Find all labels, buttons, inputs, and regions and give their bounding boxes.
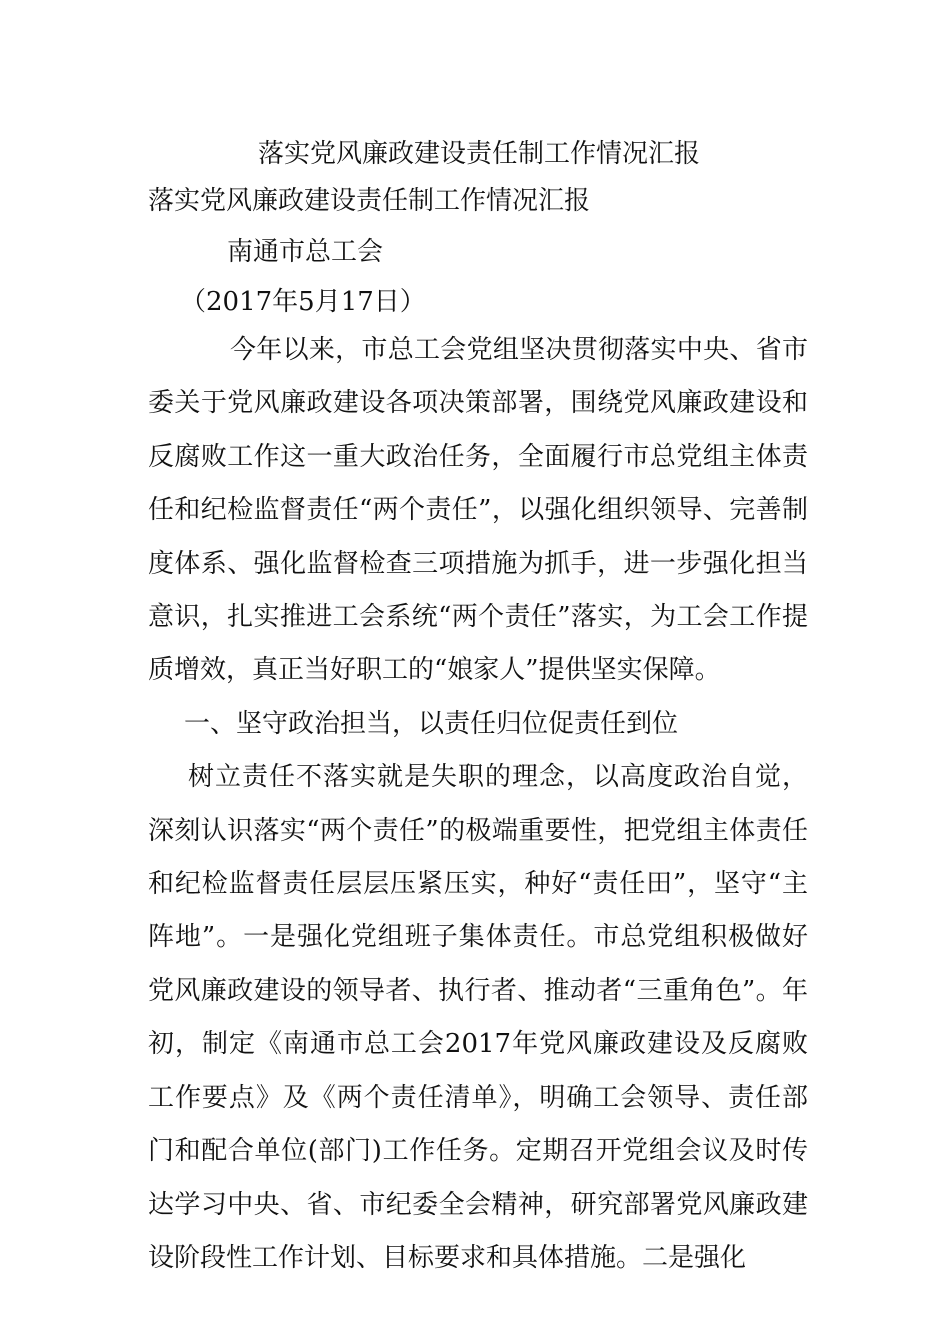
document-body <box>148 324 808 1285</box>
document-author: 南通市总工会 <box>227 237 384 267</box>
section-heading: 一、坚守政治担当，以责任归位促责任到位 <box>184 708 679 739</box>
document-date: （2017年5月17日） <box>180 287 426 317</box>
section-paragraph: 树立责任不落实就是失职的理念，以高度政治自觉，深刻认识落实“两个责任”的极端重要性，把党组主体责任和纪检监督责任层层压紧压实，种好“责任田”，坚守“主阵地”。一是强化党组班子集体责任。市总党组积极做好党风廉政建设的领导者、执行者、推动者“三重角色”。年初，制定《南通市总工会2017年党风廉政建设及反腐败工作要点》及《两个责任清单》，明确工会领导、责任部门和配合单位(部门)工作任务。定期召开党组会议及时传达学习中央、省、市纪委全会精神，研究部署党风廉政建设阶段性工作计划、目标要求和具体措施。二是强化 <box>148 762 808 1273</box>
intro-paragraph: 今年以来，市总工会党组坚决贯彻落实中央、省市委关于党风廉政建设各项决策部署，围绕党风廉政建设和反腐败工作这一重大政治任务，全面履行市总党组主体责任和纪检监督责任“两个责任”，以强化组织领导、完善制度体系、强化监督检查三项措施为抓手，进一步强化担当意识，扎实推进工会系统“两个责任”落实，为工会工作提质增效，真正当好职工的“娘家人”提供坚实保障。 <box>148 335 808 686</box>
document-centered-title: 落实党风廉政建设责任制工作情况汇报 <box>258 139 701 169</box>
document-title: 落实党风廉政建设责任制工作情况汇报 <box>148 186 591 216</box>
